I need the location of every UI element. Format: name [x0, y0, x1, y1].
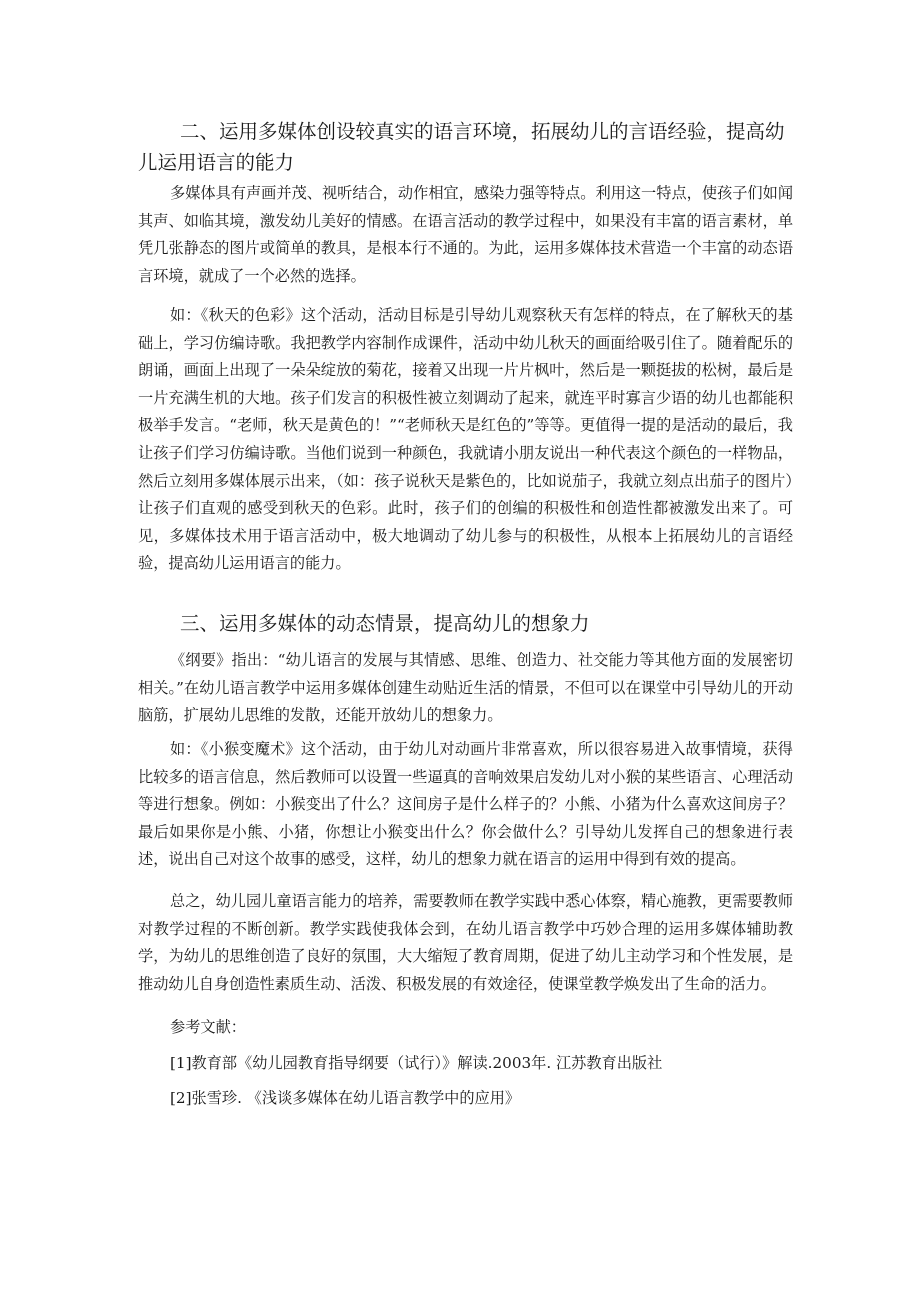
section-2-paragraph-2: 如：《秋天的色彩》这个活动，活动目标是引导幼儿观察秋天有怎样的特点，在了解秋天的基础上，学习仿编诗歌。我把教学内容制作成课件，活动中幼儿秋天的画面给吸引住了。随着配乐的朗诵，画面上出现了一朵朵绽放的菊花，接着又出现一片片枫叶，然后是一颗挺拔的松树，最后是一片充满生机的大地。孩子们发言的积极性被立刻调动了起来，就连平时寡言少语的幼儿也都能积极举手发言。“老师，秋天是黄色的！”“老师秋天是红色的”等等。更值得一提的是活动的最后，我让孩子们学习仿编诗歌。当他们说到一种颜色，我就请小朋友说出一种代表这个颜色的一样物品，然后立刻用多媒体展示出来，（如：孩子说秋天是紫色的，比如说茄子，我就立刻点出茄子的图片）让孩子们直观的感受到秋天的色彩。此时，孩子们的创编的积极性和创造性都被激发出来了。可见，多媒体技术用于语言活动中，极大地调动了幼儿参与的积极性，从根本上拓展幼儿的言语经验，提高幼儿运用语言的能力。	[138, 306, 793, 573]
reference-item-2: [2]张雪珍. 《浅谈多媒体在幼儿语言教学中的应用》	[170, 1089, 521, 1107]
references-title: 参考文献：	[170, 1018, 246, 1036]
conclusion-paragraph: 总之，幼儿园儿童语言能力的培养，需要教师在教学实践中悉心体察，精心施教，更需要教师对教学过程的不断创新。教学实践使我体会到，在幼儿语言教学中巧妙合理的运用多媒体辅助教学，为幼儿的思维创造了良好的氛围，大大缩短了教育周期，促进了幼儿主动学习和个性发展，是推动幼儿自身创造性素质生动、活泼、积极发展的有效途径，使课堂教学焕发出了生命的活力。	[138, 892, 793, 993]
reference-item-1: [1]教育部《幼儿园教育指导纲要（试行）》解读.2003年. 江苏教育出版社	[170, 1054, 663, 1072]
section-2-heading: 二、运用多媒体创设较真实的语言环境，拓展幼儿的言语经验，提高幼儿运用语言的能力	[138, 120, 785, 174]
section-3-heading: 三、运用多媒体的动态情景，提高幼儿的想象力	[180, 612, 590, 635]
section-3-paragraph-2: 如：《小猴变魔术》这个活动，由于幼儿对动画片非常喜欢，所以很容易进入故事情境，获得比较多的语言信息，然后教师可以设置一些逼真的音响效果启发幼儿对小猴的某些语言、心理活动等进行想象。例如：小猴变出了什么？这间房子是什么样子的？小熊、小猪为什么喜欢这间房子？最后如果你是小熊、小猪，你想让小猴变出什么？你会做什么？引导幼儿发挥自己的想象进行表述，说出自己对这个故事的感受，这样，幼儿的想象力就在语言的运用中得到有效的提高。	[138, 740, 793, 869]
section-3-paragraph-1: 《纲要》指出：“幼儿语言的发展与其情感、思维、创造力、社交能力等其他方面的发展密切相关。”在幼儿语言教学中运用多媒体创建生动贴近生活的情景，不但可以在课堂中引导幼儿的开动脑筋，扩展幼儿思维的发散，还能开放幼儿的想象力。	[138, 651, 793, 725]
section-2-paragraph-1: 多媒体具有声画并茂、视听结合，动作相宜，感染力强等特点。利用这一特点，使孩子们如闻其声、如临其境，激发幼儿美好的情感。在语言活动的教学过程中，如果没有丰富的语言素材，单凭几张静态的图片或简单的教具，是根本行不通的。为此，运用多媒体技术营造一个丰富的动态语言环境，就成了一个必然的选择。	[138, 184, 793, 285]
